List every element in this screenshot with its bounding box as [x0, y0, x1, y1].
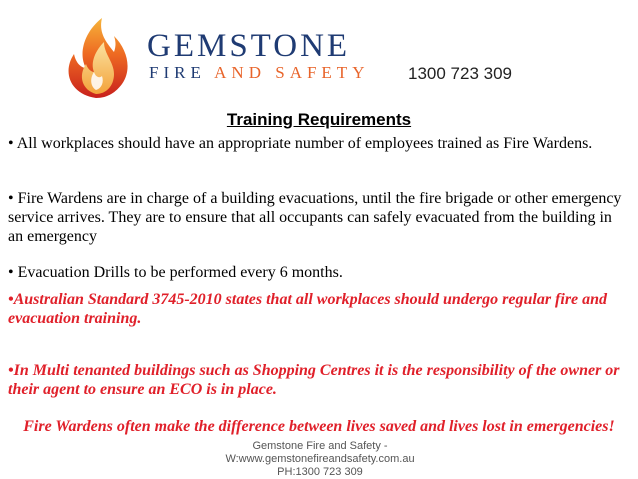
flame-logo-icon — [56, 14, 136, 100]
closing-statement: Fire Wardens often make the difference between lives saved and lives lost in emergencies! — [23, 418, 615, 435]
brand-tagline-and-safety: AND SAFETY — [214, 63, 370, 82]
footer-website: W:www.gemstonefireandsafety.com.au — [225, 453, 415, 465]
bullet-fire-wardens-role: • Fire Wardens are in charge of a building evacuations, until the fire brigade or other emergency service arrives. They are to ensure that all occupants can safely evacuated from the building in an emergency — [8, 190, 622, 245]
footer-phone: PH:1300 723 309 — [277, 466, 363, 478]
bullet-australian-standard: •Australian Standard 3745-2010 states that all workplaces should undergo regular fire and evacuation training. — [8, 291, 608, 327]
footer-company: Gemstone Fire and Safety - — [252, 440, 388, 452]
page-title: Training Requirements — [226, 110, 412, 129]
bullet-workplaces-trained: • All workplaces should have an appropriate number of employees trained as Fire Wardens. — [8, 135, 593, 152]
bullet-evacuation-drills: • Evacuation Drills to be performed every 6 months. — [8, 264, 343, 281]
brand-tagline — [149, 64, 369, 81]
header-phone: 1300 723 309 — [408, 64, 512, 83]
bullet-multi-tenanted: •In Multi tenanted buildings such as Shopping Centres it is the responsibility of the owner or their agent to ensure an ECO is in place. — [8, 362, 620, 398]
brand-tagline-fire: FIRE — [149, 63, 206, 82]
brand-name: GEMSTONE — [147, 28, 351, 64]
footer — [210, 440, 430, 479]
